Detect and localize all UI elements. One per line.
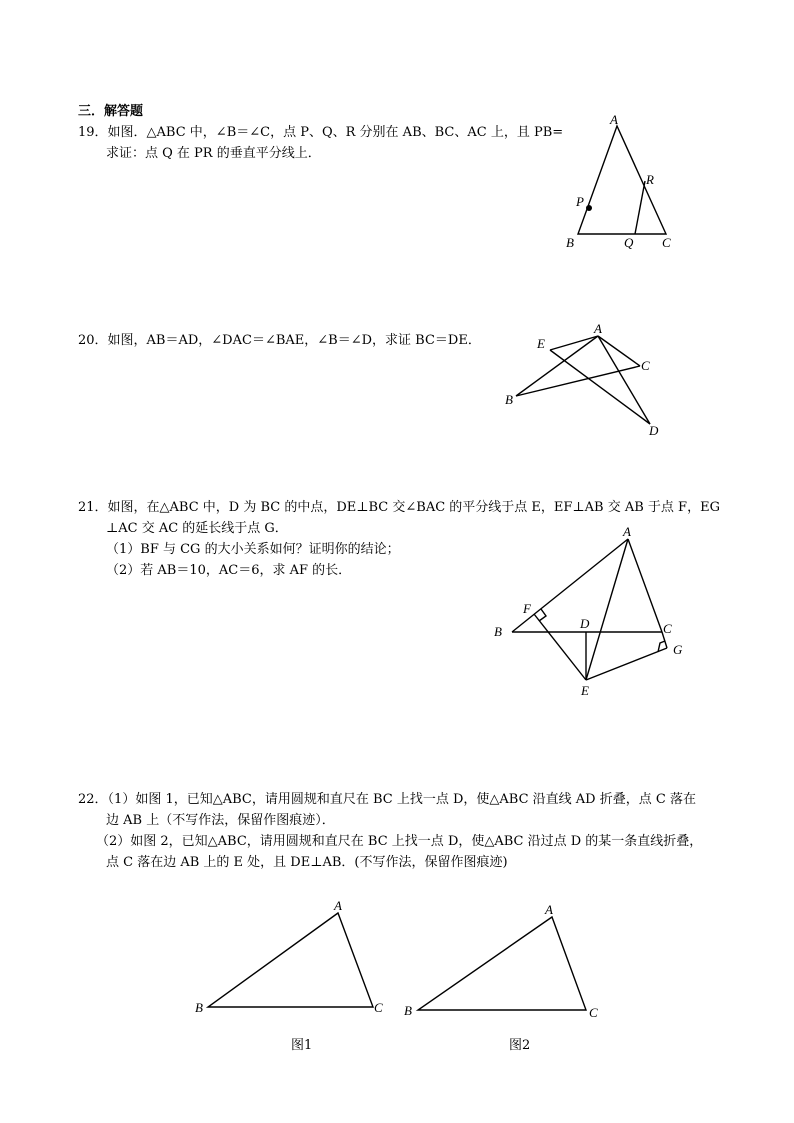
q19-label-q: Q bbox=[624, 235, 634, 250]
q20-segment-ac bbox=[598, 336, 640, 366]
q19-label-b: B bbox=[566, 235, 574, 250]
q20-text-line1: 20．如图，AB＝AD，∠DAC＝∠BAE，∠B＝∠D，求证 BC＝DE． bbox=[78, 333, 481, 348]
q22-figure-2 bbox=[400, 898, 610, 1023]
q21-segment-ab bbox=[512, 539, 628, 632]
q21-text-line1: 21．如图，在△ABC 中，D 为 BC 的中点，DE⊥BC 交∠BAC 的平分线于点 E，EF⊥AB 交 AB 于点 F，EG bbox=[78, 500, 720, 515]
q21-label-a: A bbox=[623, 524, 631, 539]
q20-segment-ad bbox=[598, 336, 650, 424]
q20-label-e: E bbox=[537, 336, 545, 351]
q22-text-line4: 点 C 落在边 AB 上的 E 处，且 DE⊥AB．(不写作法，保留作图痕迹) bbox=[106, 855, 508, 870]
q22-fig2-label-b: B bbox=[404, 1003, 412, 1018]
q22-fig2-label-c: C bbox=[589, 1005, 598, 1020]
q19-point-p bbox=[586, 205, 592, 211]
q21-label-f: F bbox=[523, 601, 531, 616]
q22-fig1-label-a: A bbox=[334, 898, 342, 913]
q22-fig1-triangle-abc bbox=[208, 913, 373, 1007]
q19-text-line2: 求证：点 Q 在 PR 的垂直平分线上． bbox=[106, 146, 321, 161]
q19-label-r: R bbox=[646, 172, 654, 187]
q19-label-c: C bbox=[662, 235, 671, 250]
q21-label-b: B bbox=[494, 624, 502, 639]
q19-segment-qr bbox=[635, 181, 645, 234]
q22-fig1-caption: 图1 bbox=[291, 1038, 313, 1053]
q20-segment-ab bbox=[516, 336, 598, 396]
q22-fig2-caption: 图2 bbox=[509, 1038, 531, 1053]
q20-label-c: C bbox=[641, 358, 650, 373]
q20-segment-ae bbox=[550, 336, 598, 350]
q21-segment-ae bbox=[586, 539, 628, 680]
q21-label-d: D bbox=[580, 616, 590, 631]
q21-segment-ge bbox=[586, 648, 667, 680]
q21-text-line4: （2）若 AB＝10，AC＝6，求 AF 的长． bbox=[106, 563, 352, 578]
q21-right-angle-f bbox=[539, 609, 546, 621]
q21-label-g: G bbox=[673, 642, 683, 657]
q21-text-line2: ⊥AC 交 AC 的延长线于点 G． bbox=[106, 521, 288, 536]
q20-label-a: A bbox=[594, 321, 602, 336]
q22-fig2-label-a: A bbox=[545, 902, 553, 917]
q22-fig1-label-b: B bbox=[195, 1000, 203, 1015]
q19-label-p: P bbox=[576, 194, 584, 209]
q22-figure-1 bbox=[190, 895, 390, 1020]
q22-text-line3: （2）如图 2，已知△ABC，请用圆规和直尺在 BC 上找一点 D，使△ABC 沿过点 D 的某一条直线折叠， bbox=[96, 834, 703, 849]
q21-text-line3: （1）BF 与 CG 的大小关系如何？证明你的结论； bbox=[106, 542, 400, 557]
q21-label-c: C bbox=[663, 621, 672, 636]
q22-fig1-label-c: C bbox=[374, 1000, 383, 1015]
q21-figure bbox=[490, 520, 690, 705]
q22-text-line1: 22．（1）如图 1，已知△ABC，请用圆规和直尺在 BC 上找一点 D，使△ABC 沿直线 AD 折叠，点 C 落在 bbox=[78, 792, 696, 807]
q20-segment-ed bbox=[550, 350, 650, 424]
q21-segment-ac bbox=[628, 539, 662, 632]
q19-triangle-figure bbox=[560, 112, 690, 252]
q20-label-d: D bbox=[649, 423, 659, 438]
q19-text-line1: 19．如图．△ABC 中，∠B＝∠C，点 P、Q、R 分别在 AB、BC、AC 上，且 PB= bbox=[78, 125, 564, 140]
q20-label-b: B bbox=[505, 392, 513, 407]
q22-text-line2: 边 AB 上（不写作法，保留作图痕迹）． bbox=[106, 813, 335, 828]
q20-figure bbox=[500, 318, 670, 443]
q21-label-e: E bbox=[581, 683, 589, 698]
q21-segment-fe bbox=[534, 614, 586, 680]
q22-fig2-triangle-abc bbox=[418, 917, 586, 1010]
q19-label-a: A bbox=[610, 112, 618, 127]
section-title: 三．解答题 bbox=[78, 104, 144, 119]
